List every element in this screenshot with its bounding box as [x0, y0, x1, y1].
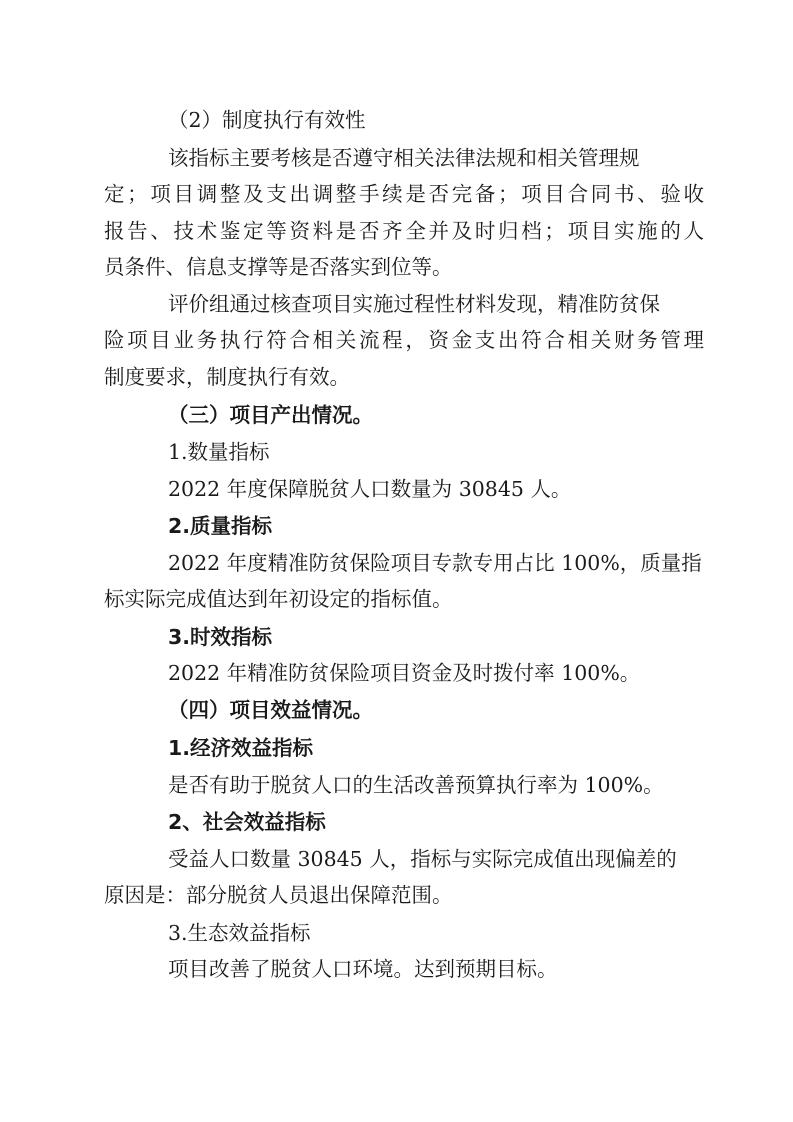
- section-heading-project-benefit: （四）项目效益情况。: [168, 698, 373, 722]
- section-heading-project-output: （三）项目产出情况。: [168, 403, 373, 427]
- subheading-social-benefit: 2、社会效益指标: [168, 810, 326, 834]
- subheading-economic-benefit: 1.经济效益指标: [168, 736, 314, 760]
- paragraph-line: 险项目业务执行符合相关流程，资金支出符合相关财务管理: [104, 328, 704, 352]
- subheading-timeliness-indicator: 3.时效指标: [168, 625, 273, 649]
- paragraph-line: 项目改善了脱贫人口环境。达到预期目标。: [168, 957, 558, 981]
- paragraph-line: 制度要求，制度执行有效。: [104, 365, 350, 389]
- paragraph-line: 原因是：部分脱贫人员退出保障范围。: [104, 883, 453, 907]
- paragraph-line: 2022 年精准防贫保险项目资金及时拨付率 100%。: [168, 661, 641, 685]
- paragraph-line: 该指标主要考核是否遵守相关法律法规和相关管理规: [168, 146, 640, 170]
- paragraph-line: 2022 年度保障脱贫人口数量为 30845 人。: [168, 477, 572, 501]
- paragraph-line: 评价组通过核查项目实施过程性材料发现，精准防贫保: [168, 292, 660, 316]
- paragraph-line: 是否有助于脱贫人口的生活改善预算执行率为 100%。: [168, 773, 664, 797]
- paragraph-line: 报告、技术鉴定等资料是否齐全并及时归档；项目实施的人: [104, 219, 704, 243]
- subheading-quality-indicator: 2.质量指标: [168, 514, 273, 538]
- paragraph-line: 2022 年度精准防贫保险项目专款专用占比 100%，质量指: [168, 551, 702, 575]
- subheading-ecological-benefit: 3.生态效益指标: [168, 921, 311, 945]
- subheading-quantity-indicator: 1.数量指标: [168, 440, 270, 464]
- paragraph-line: 标实际完成值达到年初设定的指标值。: [104, 587, 453, 611]
- paragraph-line: 员条件、信息支撑等是否落实到位等。: [104, 255, 453, 279]
- paragraph-line: 定；项目调整及支出调整手续是否完备；项目合同书、验收: [104, 182, 704, 206]
- section-heading-institution-effectiveness: （2）制度执行有效性: [168, 108, 366, 132]
- paragraph-line: 受益人口数量 30845 人，指标与实际完成值出现偏差的: [168, 847, 677, 871]
